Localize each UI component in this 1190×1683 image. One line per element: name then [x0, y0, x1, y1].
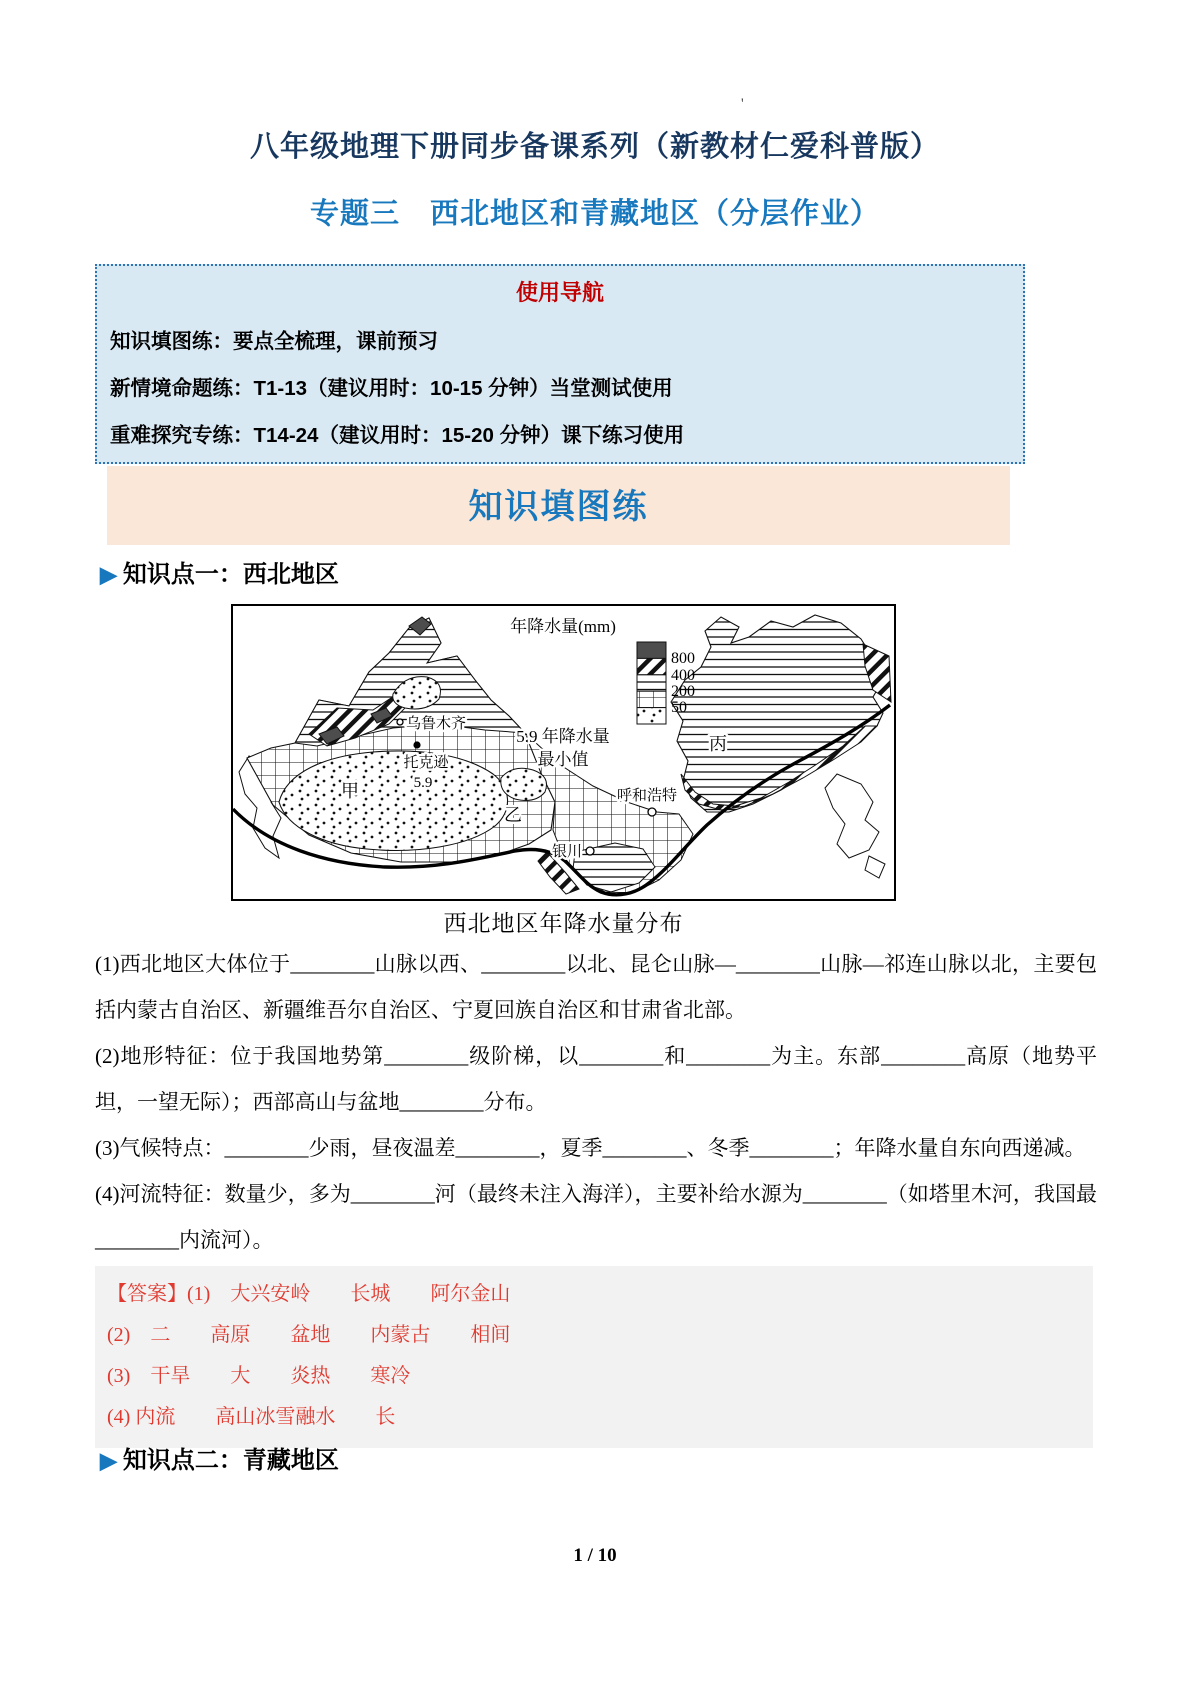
- knowledge-point-2-header: [100, 1440, 339, 1475]
- legend-swatch-800: [637, 642, 666, 658]
- tarim-dry-area: [279, 751, 508, 850]
- question-3: (3)气候特点：________少雨，昼夜温差________，夏季________、冬季________；年降水量自东向西递减。: [95, 1136, 1086, 1160]
- section-banner: [107, 466, 1010, 545]
- hohhot-marker: [648, 808, 656, 816]
- knowledge-point-1-label: 知识点一：西北地区: [122, 561, 339, 588]
- area-yi-label: 乙: [504, 805, 522, 825]
- urumqi-marker: [397, 719, 403, 725]
- answer-line: (3) 干旱 大 炎热 寒冷: [107, 1365, 411, 1387]
- legend-value-400: 400: [671, 667, 695, 684]
- legend-value-200: 200: [671, 683, 695, 700]
- min-value-label: 5.9: [413, 775, 433, 791]
- knowledge-point-2-label: 知识点二：青藏地区: [122, 1447, 339, 1474]
- legend-swatch-dots: [637, 708, 666, 724]
- legend-title: 年降水量(mm): [510, 617, 616, 636]
- fill-in-questions: [95, 941, 1097, 1263]
- usage-guide-box: [95, 264, 1025, 464]
- legend-value-800: 800: [671, 650, 695, 667]
- precipitation-map: [231, 604, 896, 901]
- hohhot-label: 呼和浩特: [617, 788, 678, 804]
- stray-mark: ': [741, 96, 744, 112]
- precipitation-map-svg: [233, 606, 894, 899]
- answer-box: [95, 1266, 1093, 1448]
- area-jia-label: 甲: [341, 781, 359, 801]
- yinchuan-label: 银川: [552, 844, 583, 860]
- map-caption: 西北地区年降水量分布: [443, 911, 684, 936]
- usage-guide-line: 新情境命题练：T1-13（建议用时：10-15 分钟）当堂测试使用: [110, 377, 673, 400]
- page-subtitle: 专题三 西北地区和青藏地区（分层作业）: [309, 198, 880, 230]
- knowledge-point-1-header: [100, 554, 339, 589]
- legend-swatch-50: [637, 691, 666, 707]
- answer-line: 【答案】(1) 大兴安岭 长城 阿尔金山: [107, 1283, 511, 1305]
- min-precip-note-line1: 5.9 年降水量: [516, 727, 610, 746]
- yinchuan-marker: [586, 847, 594, 855]
- question-1: (1)西北地区大体位于________山脉以西、________以北、昆仑山脉—________山脉—祁连山脉以北，主要包括内蒙古自治区、新疆维吾尔自治区、宁夏回族自治区和甘肃省北部。: [95, 952, 1097, 1022]
- answer-line: (2) 二 高原 盆地 内蒙古 相间: [107, 1324, 511, 1346]
- section-banner-label: 知识填图练: [468, 488, 649, 526]
- legend-swatch-200: [637, 675, 666, 691]
- page-title: 八年级地理下册同步备课系列（新教材仁爱科普版）: [249, 131, 940, 163]
- question-2: (2)地形特征：位于我国地势第________级阶梯，以________和________为主。东部________高原（地势平坦，一望无际）；西部高山与盆地________分布。: [95, 1044, 1097, 1114]
- area-bing-label: 丙: [709, 734, 727, 754]
- min-precip-note-line2: 最小值: [537, 750, 589, 769]
- triangle-marker-icon: ▶: [100, 1448, 117, 1473]
- legend-swatch-400: [637, 658, 666, 674]
- answer-line: (4) 内流 高山冰雪融水 长: [107, 1406, 396, 1428]
- usage-guide-line: 重难探究专练：T14-24（建议用时：15-20 分钟）课下练习使用: [110, 424, 685, 447]
- urumqi-label: 乌鲁木齐: [406, 716, 467, 732]
- tuokexun-marker: [413, 741, 420, 748]
- question-4: (4)河流特征：数量少，多为________河（最终未注入海洋），主要补给水源为________（如塔里木河，我国最________内流河）。: [95, 1182, 1097, 1252]
- middle-dry-area: [501, 768, 547, 800]
- triangle-marker-icon: ▶: [100, 562, 117, 587]
- usage-guide-title: 使用导航: [515, 280, 604, 305]
- page-number: 1 / 10: [573, 1545, 617, 1566]
- legend-value-50: 50: [671, 699, 687, 716]
- usage-guide-line: 知识填图练：要点全梳理，课前预习: [110, 330, 438, 353]
- tuokexun-label: 托克逊: [403, 755, 449, 771]
